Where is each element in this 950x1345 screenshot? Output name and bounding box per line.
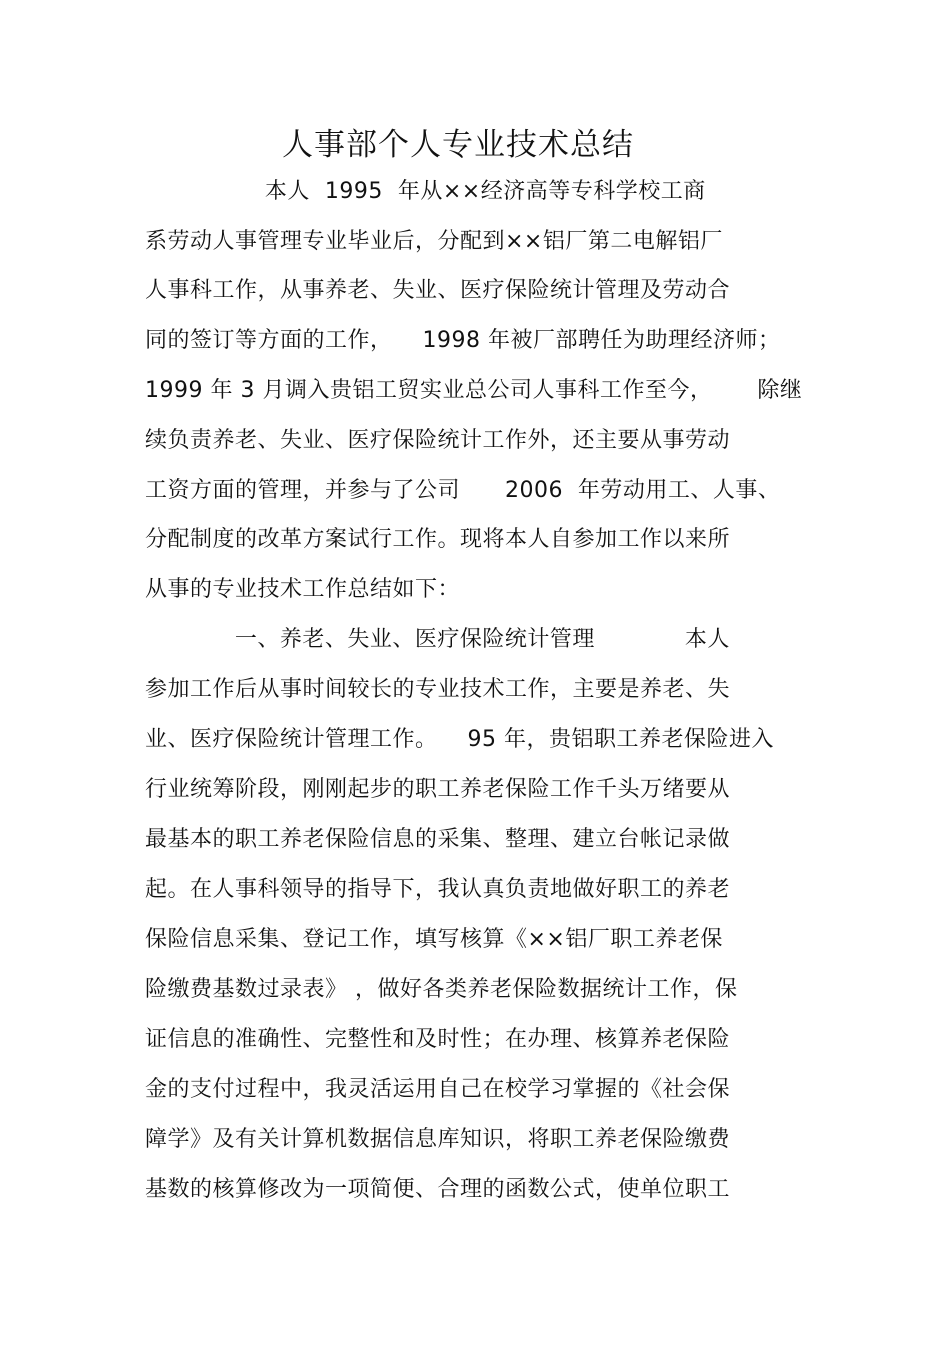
section-heading-line: 一、养老、失业、医疗保险统计管理 本人 [145,627,730,652]
paragraph-line: 从事的专业技术工作总结如下： [145,577,461,602]
paragraph-line: 1999 年 3 月调入贵铝工贸实业总公司人事科工作至今， 除继 [145,378,803,403]
paragraph-line: 障学》及有关计算机数据信息库知识，将职工养老保险缴费 [145,1127,731,1152]
paragraph-line: 人事科工作，从事养老、失业、医疗保险统计管理及劳动合 [145,278,731,303]
paragraph-line: 参加工作后从事时间较长的专业技术工作，主要是养老、失 [145,677,731,702]
document-title: 人事部个人专业技术总结 [282,127,634,163]
paragraph-line: 行业统筹阶段，刚刚起步的职工养老保险工作千头万绪要从 [145,777,731,802]
paragraph-line: 证信息的准确性、完整性和及时性；在办理、核算养老保险 [145,1027,731,1052]
paragraph-line: 金的支付过程中，我灵活运用自己在校学习掌握的《社会保 [145,1077,731,1102]
paragraph-line: 基数的核算修改为一项简便、合理的函数公式，使单位职工 [145,1177,731,1202]
paragraph-line: 分配制度的改革方案试行工作。现将本人自参加工作以来所 [145,527,731,552]
paragraph-line: 工资方面的管理，并参与了公司 2006 年劳动用工、人事、 [145,478,781,503]
paragraph-line: 本人 1995 年从××经济高等专科学校工商 [145,179,706,204]
paragraph-line: 保险信息采集、登记工作，填写核算《××铝厂职工养老保 [145,927,723,952]
paragraph-line: 起。在人事科领导的指导下，我认真负责地做好职工的养老 [145,877,731,902]
paragraph-line: 业、医疗保险统计管理工作。 95 年，贵铝职工养老保险进入 [145,727,774,752]
paragraph-line: 系劳动人事管理专业毕业后，分配到××铝厂第二电解铝厂 [145,229,723,254]
paragraph-line: 最基本的职工养老保险信息的采集、整理、建立台帐记录做 [145,827,731,852]
paragraph-line: 续负责养老、失业、医疗保险统计工作外，还主要从事劳动 [145,428,731,453]
paragraph-line: 同的签订等方面的工作， 1998 年被厂部聘任为助理经济师； [145,328,781,353]
paragraph-line: 险缴费基数过录表》 ，做好各类养老保险数据统计工作，保 [145,977,738,1002]
